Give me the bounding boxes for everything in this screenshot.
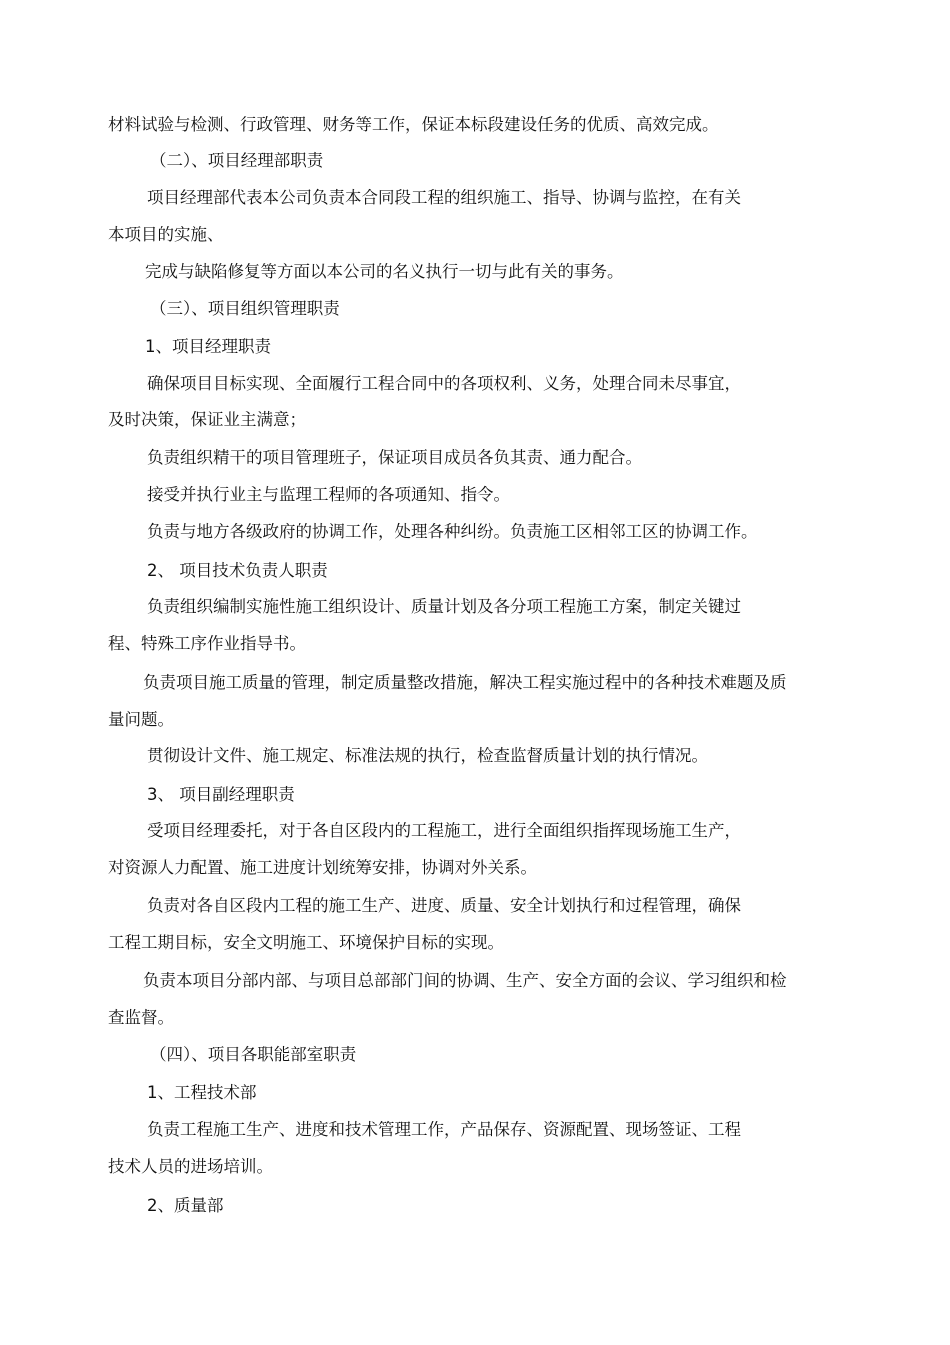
subsection-heading: 1、项目经理职责 [145,337,271,356]
section-heading: （四）、项目各职能部室职责 [150,1045,357,1064]
text-line: 完成与缺陷修复等方面以本公司的名义执行一切与此有关的事务。 [145,262,624,281]
section-heading: （二）、项目经理部职责 [150,151,324,170]
text-line: 材料试验与检测、行政管理、财务等工作，保证本标段建设任务的优质、高效完成。 [108,115,719,134]
text-line: 程、特殊工序作业指导书。 [108,634,306,653]
text-line: 技术人员的进场培训。 [108,1157,273,1176]
text-line: 工程工期目标，安全文明施工、环境保护目标的实现。 [108,933,504,952]
text-line: 负责组织精干的项目管理班子，保证项目成员各负其责、通力配合。 [147,448,642,467]
text-line: 贯彻设计文件、施工规定、标准法规的执行，检查监督质量计划的执行情况。 [147,746,708,765]
subsection-heading: 2、 项目技术负责人职责 [147,561,328,580]
text-line: 及时决策，保证业主满意； [108,410,306,429]
text-line: 对资源人力配置、施工进度计划统筹安排，协调对外关系。 [108,858,537,877]
subsection-heading: 2、质量部 [147,1196,224,1215]
text-line: 本项目的实施、 [108,225,224,244]
text-line: 负责与地方各级政府的协调工作，处理各种纠纷。负责施工区相邻工区的协调工作。 [147,522,758,541]
text-line: 确保项目目标实现、全面履行工程合同中的各项权利、义务，处理合同未尽事宜， [147,374,741,393]
text-line: 项目经理部代表本公司负责本合同段工程的组织施工、指导、协调与监控，在有关 [147,188,741,207]
text-line: 负责工程施工生产、进度和技术管理工作，产品保存、资源配置、现场签证、工程 [147,1120,741,1139]
text-line: 接受并执行业主与监理工程师的各项通知、指令。 [147,485,510,504]
section-heading: （三）、项目组织管理职责 [150,299,340,318]
subsection-heading: 1、工程技术部 [147,1083,257,1102]
text-line: 查监督。 [108,1008,174,1027]
text-line: 量问题。 [108,710,174,729]
text-line: 负责本项目分部内部、与项目总部部门间的协调、生产、安全方面的会议、学习组织和检 [143,971,787,990]
text-line: 负责对各自区段内工程的施工生产、进度、质量、安全计划执行和过程管理，确保 [147,896,741,915]
text-line: 负责项目施工质量的管理，制定质量整改措施，解决工程实施过程中的各种技术难题及质 [143,673,787,692]
text-line: 负责组织编制实施性施工组织设计、质量计划及各分项工程施工方案，制定关键过 [147,597,741,616]
text-line: 受项目经理委托，对于各自区段内的工程施工，进行全面组织指挥现场施工生产， [147,821,741,840]
subsection-heading: 3、 项目副经理职责 [147,785,295,804]
